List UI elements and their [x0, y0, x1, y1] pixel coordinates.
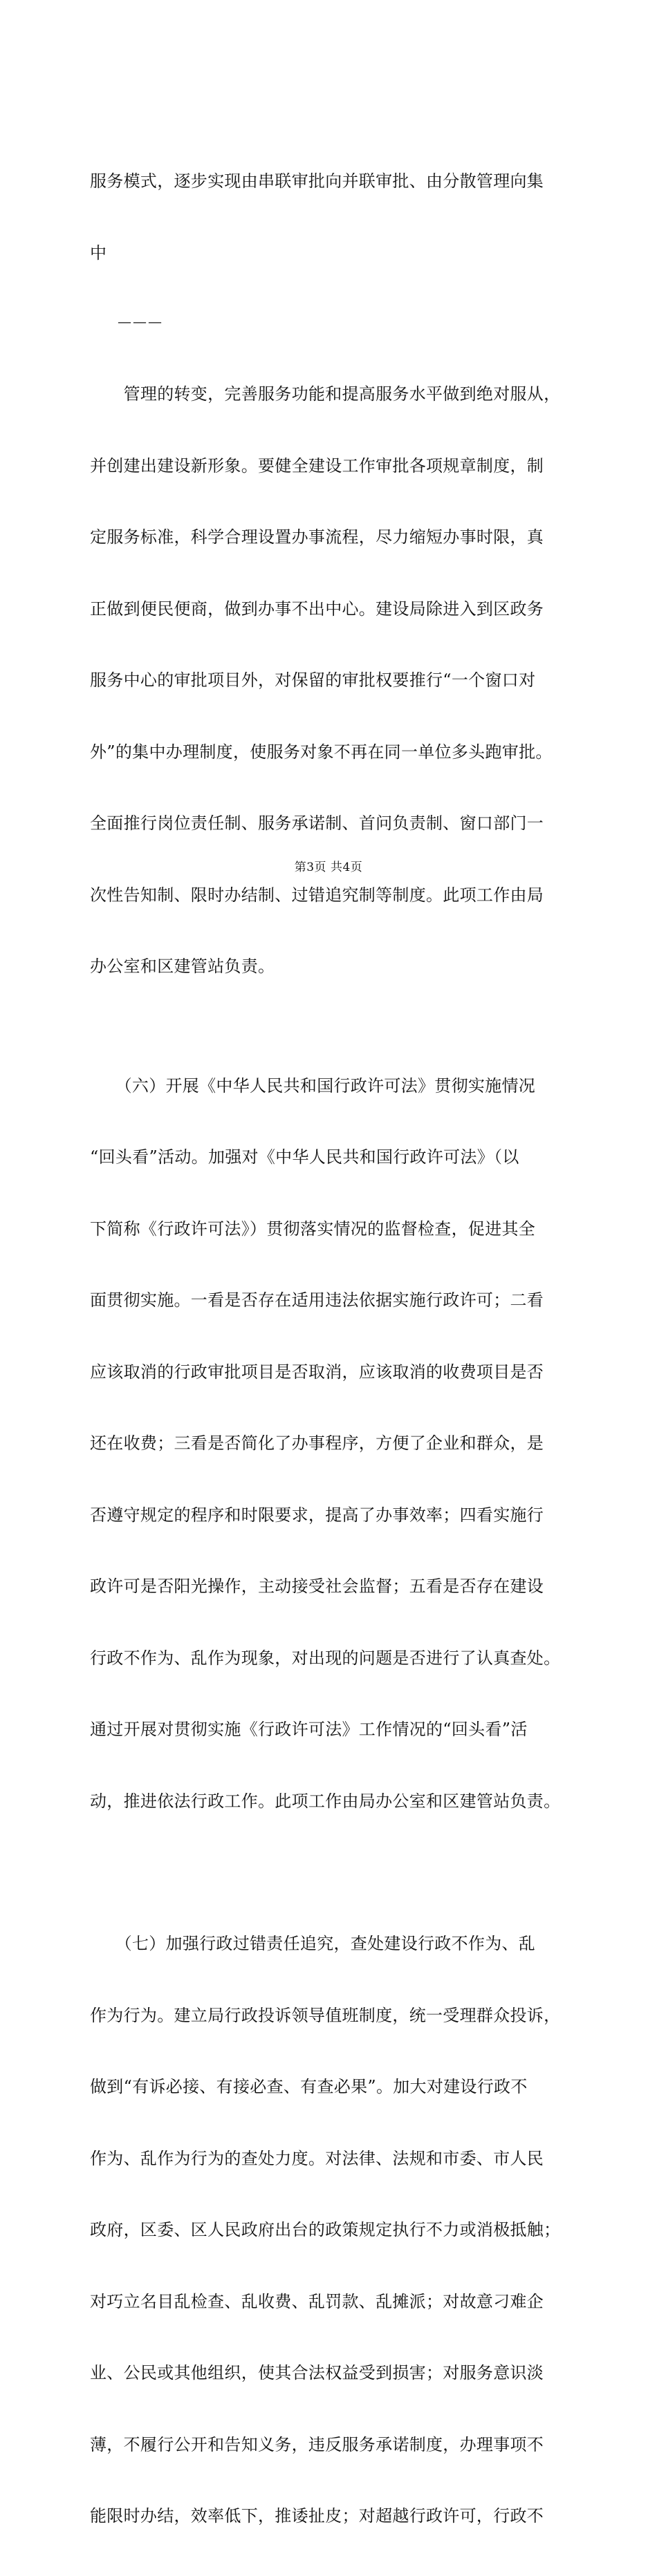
text-line: 否遵守规定的程序和时限要求，提高了办事效率；四看实施行: [90, 1505, 544, 1525]
text-line: 应该取消的行政审批项目是否取消，应该取消的收费项目是否: [90, 1362, 544, 1382]
text-line: 定服务标准，科学合理设置办事流程，尽力缩短办事时限，真: [90, 527, 544, 547]
text-line: 面贯彻实施。一看是否存在适用违法依据实施行政许可；二看: [90, 1290, 544, 1310]
text-line: 正做到便民便商，做到办事不出中心。建设局除进入到区政务: [90, 599, 544, 619]
text-line: 下简称《行政许可法》）贯彻落实情况的监督检查，促进其全: [90, 1219, 536, 1239]
text-line: 外”的集中办理制度，使服务对象不再在同一单位多头跑审批。: [90, 742, 553, 762]
text-line: 行政不作为、乱作为现象，对出现的问题是否进行了认真查处。: [90, 1648, 561, 1668]
text-line: 动，推进依法行政工作。此项工作由局办公室和区建管站负责。: [90, 1791, 561, 1811]
text-line: 作为行为。建立局行政投诉领导值班制度，统一受理群众投诉，: [90, 2005, 561, 2025]
text-line: “回头看”活动。加强对《中华人民共和国行政许可法》（以: [90, 1147, 519, 1167]
text-line: 全面推行岗位责任制、服务承诺制、首问负责制、窗口部门一: [90, 814, 544, 833]
text-line: 并创建出建设新形象。要健全建设工作审批各项规章制度，制: [90, 455, 544, 476]
text-line: 政许可是否阳光操作，主动接受社会监督；五看是否存在建设: [90, 1577, 544, 1596]
document-body: [90, 122, 578, 2576]
text-line: 办公室和区建管站负责。: [90, 957, 275, 976]
text-line: 作为、乱作为行为的查处力度。对法律、法规和市委、市人民: [90, 2148, 544, 2168]
text-line: 能限时办结，效率低下，推诿扯皮；对超越行政许可，行政不: [90, 2506, 544, 2526]
text-line: 管理的转变，完善服务功能和提高服务水平做到绝对服从，: [90, 384, 561, 404]
text-line: 做到“有诉必接、有接必查、有查必果”。加大对建设行政不: [90, 2077, 528, 2096]
text-line: 薄，不履行公开和告知义务，违反服务承诺制度，办理事项不: [90, 2434, 544, 2454]
text-line: （七）加强行政过错责任追究，查处建设行政不作为、乱: [90, 1934, 536, 1953]
text-line: 次性告知制、限时办结制、过错追究制等制度。此项工作由局: [90, 885, 544, 905]
text-line: （六）开展《中华人民共和国行政许可法》贯彻实施情况: [90, 1075, 536, 1096]
text-line: 服务模式，逐步实现由串联审批向并联审批、由分散管理向集: [90, 171, 544, 191]
text-line: 通过开展对贯彻实施《行政许可法》工作情况的“回头看”活: [90, 1720, 528, 1739]
paragraph-2: [90, 335, 578, 1026]
text-line: 还在收费；三看是否简化了办事程序，方便了企业和群众，是: [90, 1433, 544, 1453]
text-line: 中: [90, 243, 107, 263]
paragraph-4: [90, 1884, 578, 2576]
text-line: 政府，区委、区人民政府出台的政策规定执行不力或消极抵触；: [90, 2220, 561, 2239]
text-line: 服务中心的审批项目外，对保留的审批权要推行“一个窗口对: [90, 670, 536, 690]
paragraph-3: [90, 1026, 578, 1861]
text-line: 对巧立名目乱检查、乱收费、乱罚款、乱摊派；对故意刁难企: [90, 2291, 544, 2311]
text-line: 业、公民或其他组织，使其合法权益受到损害；对服务意识淡: [90, 2363, 544, 2382]
page-number: 第3页 共4页: [294, 861, 363, 874]
separator-mark: ———: [118, 313, 163, 330]
paragraph-1: [90, 122, 578, 312]
